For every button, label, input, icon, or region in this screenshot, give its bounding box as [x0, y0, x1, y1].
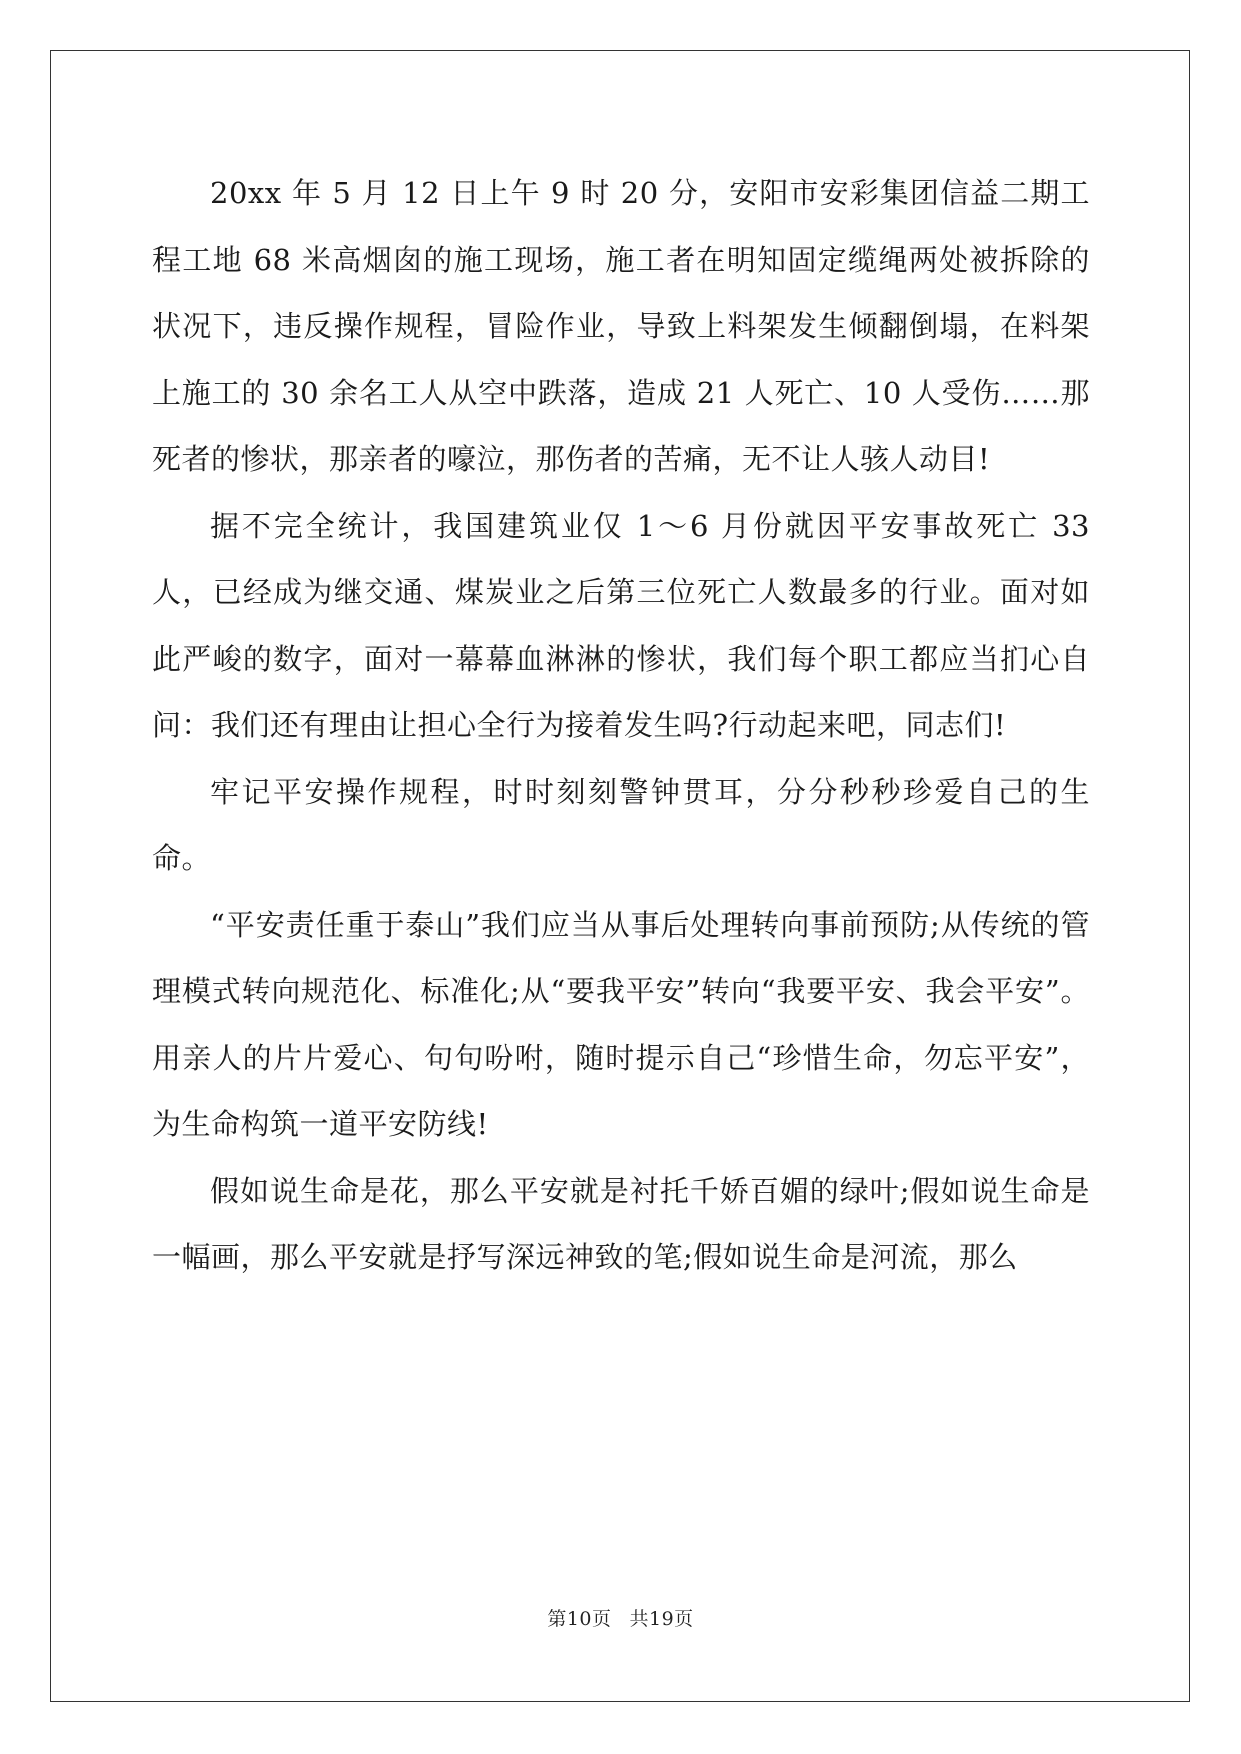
- current-page-number: 第10页: [547, 1608, 612, 1630]
- paragraph-2: 据不完全统计，我国建筑业仅 1～6 月份就因平安事故死亡 33 人，已经成为继交通、煤炭业之后第三位死亡人数最多的行业。面对如此严峻的数字，面对一幕幕血淋淋的惨状，我们每个职工都应当扪心自问：我们还有理由让担心全行为接着发生吗?行动起来吧，同志们!: [152, 508, 1090, 742]
- paragraph-5: 假如说生命是花，那么平安就是衬托千娇百媚的绿叶;假如说生命是一幅画，那么平安就是抒写深远神致的笔;假如说生命是河流，那么: [152, 1173, 1090, 1274]
- paragraph-4: “平安责任重于泰山”我们应当从事后处理转向事前预防;从传统的管理模式转向规范化、标准化;从“要我平安”转向“我要平安、我会平安”。用亲人的片片爱心、句句吩咐，随时提示自己“珍惜生命，勿忘平安”，为生命构筑一道平安防线!: [152, 907, 1090, 1141]
- paragraph-3: 牢记平安操作规程，时时刻刻警钟贯耳，分分秒秒珍爱自己的生命。: [152, 774, 1090, 875]
- page-footer: [0, 1604, 1241, 1631]
- document-body: [152, 160, 1090, 1291]
- paragraph-1: 20xx 年 5 月 12 日上午 9 时 20 分，安阳市安彩集团信益二期工程工地 68 米高烟囱的施工现场，施工者在明知固定缆绳两处被拆除的状况下，违反操作规程，冒险作业，导致上料架发生倾翻倒塌，在料架上施工的 30 余名工人从空中跌落，造成 21 人死亡、10 人受伤……那死者的惨状，那亲者的嚎泣，那伤者的苦痛，无不让人骇人动目!: [152, 176, 1090, 476]
- total-pages: 共19页: [629, 1608, 694, 1630]
